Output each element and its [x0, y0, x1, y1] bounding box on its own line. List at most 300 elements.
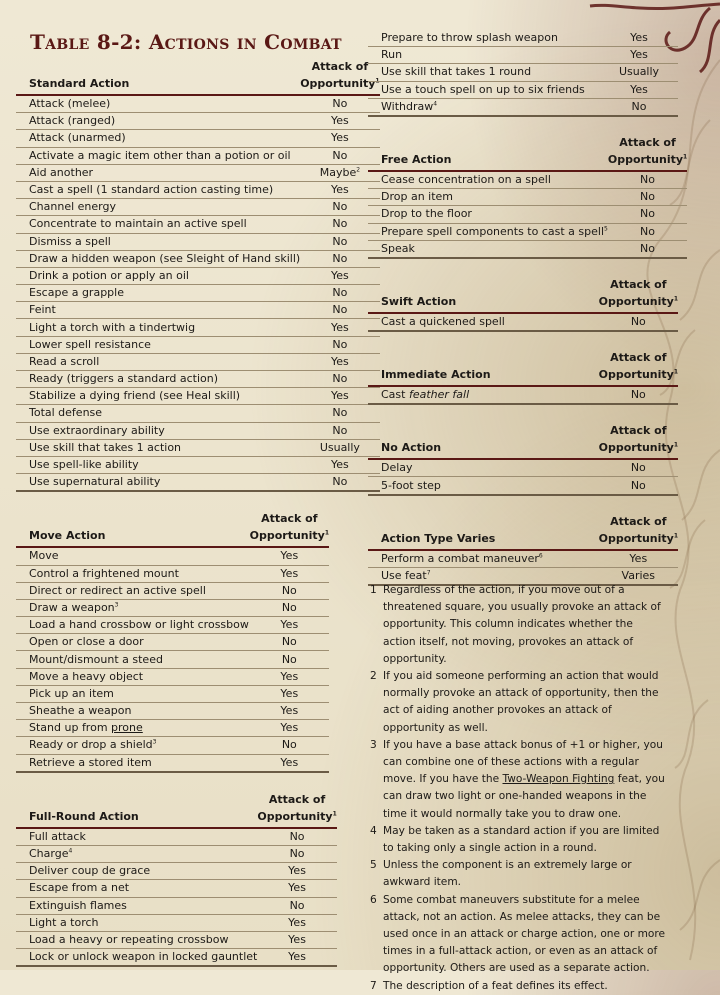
table-row [368, 459, 678, 477]
action-name [16, 250, 300, 267]
action-text: Draw a hidden weapon (see Sleight of Hand skill) [29, 251, 301, 265]
action-text: Retrieve a stored item [29, 755, 152, 769]
action-text: Aid another [29, 165, 94, 179]
immediate-action-table [368, 349, 678, 405]
action-name [368, 477, 599, 495]
free-action-table [368, 134, 687, 259]
value-text: No [332, 423, 348, 437]
table-row [368, 223, 687, 240]
table-row [16, 405, 380, 422]
footnote-marker: 1 [673, 531, 678, 539]
action-name [16, 181, 300, 198]
attack-of-opportunity-header [599, 513, 678, 550]
footnote [370, 737, 666, 823]
value-text: No [640, 224, 656, 238]
footnote-text: Regardless of the action, if you move out of a threatened square, you usually provoke an attack of opportunity. This column indicates whether the action itself, not moving, provokes an attack of opportunity. [383, 584, 661, 665]
value-text: Maybe [319, 165, 357, 179]
table-row [16, 216, 380, 233]
footnote-number: 7 [370, 979, 377, 992]
footnote-marker: 3 [152, 738, 157, 746]
attack-of-opportunity-header [608, 134, 687, 171]
value-text: No [332, 337, 348, 351]
action-text: Escape a grapple [29, 286, 124, 300]
action-text: Channel energy [29, 200, 116, 214]
spell-name: feather fall [408, 388, 470, 402]
section-heading: Free Action [368, 134, 608, 171]
right-column [368, 30, 688, 586]
attack-of-opportunity-value [599, 459, 678, 477]
table-row [16, 164, 380, 181]
action-name [368, 386, 599, 404]
footnote [370, 823, 666, 857]
table-row [16, 845, 337, 862]
action-name [16, 405, 300, 422]
value-text: Yes [331, 354, 349, 368]
feat-link[interactable]: Two-Weapon Fighting [502, 773, 615, 786]
table-row [16, 456, 380, 473]
action-text: Read a scroll [29, 354, 100, 368]
attack-of-opportunity-header [250, 510, 329, 547]
attack-of-opportunity-value [600, 64, 678, 81]
table-row [16, 181, 380, 198]
action-text: Attack (melee) [29, 97, 111, 111]
table-row [16, 914, 337, 931]
table-row [16, 336, 380, 353]
value-text: No [332, 372, 348, 386]
attack-of-opportunity-header [599, 276, 678, 313]
action-text: Attack (ranged) [29, 114, 116, 128]
action-text: Escape from a net [29, 881, 130, 895]
table-row [16, 720, 329, 737]
move-action-table [16, 510, 329, 772]
no-action-table [368, 422, 678, 495]
attack-of-opportunity-value [250, 685, 329, 702]
header-line-1: Attack of [268, 792, 326, 806]
table-row [368, 313, 678, 331]
header-line-1: Attack of [261, 512, 318, 526]
attack-of-opportunity-value [257, 914, 336, 931]
action-text: Delay [381, 461, 413, 475]
attack-of-opportunity-value [257, 949, 336, 967]
full-round-action-table [16, 791, 337, 968]
action-text: Light a torch [29, 915, 99, 929]
value-text: No [332, 148, 348, 162]
action-name [368, 64, 600, 81]
footnote-marker: 1 [673, 295, 678, 303]
table-row [16, 113, 380, 130]
action-text: Cast [381, 388, 409, 402]
footnote-marker: 1 [673, 441, 678, 449]
value-text: No [332, 97, 348, 111]
value-text: Yes [280, 755, 299, 769]
value-text: Yes [331, 131, 349, 145]
footnote-number: 5 [370, 859, 377, 872]
value-text: Yes [280, 566, 299, 580]
footnote [370, 857, 666, 891]
attack-of-opportunity-value [599, 386, 678, 404]
action-name [368, 189, 608, 206]
footnote-text: The description of a feat defines its effect. [383, 979, 608, 992]
attack-of-opportunity-value [250, 754, 329, 772]
action-name [16, 949, 257, 967]
value-text: Yes [288, 950, 306, 964]
value-text: No [281, 600, 297, 614]
footnote-text: May be taken as a standard action if you are limited to taking only a single action in a round. [383, 824, 660, 855]
value-text: Yes [630, 31, 648, 45]
header-line-2: Opportunity [598, 368, 674, 382]
value-text: Yes [288, 881, 306, 895]
action-name [16, 828, 257, 846]
action-name [16, 565, 250, 582]
action-text: Prepare to throw splash weapon [381, 31, 558, 45]
table-row [368, 206, 687, 223]
value-text: Yes [331, 183, 349, 197]
attack-of-opportunity-value [250, 617, 329, 634]
left-column [16, 58, 380, 967]
table-row [16, 949, 337, 967]
table-row [16, 147, 380, 164]
action-text: Drop to the floor [381, 207, 472, 221]
value-text: Yes [331, 114, 349, 128]
action-name [16, 845, 257, 862]
header-line-2: Opportunity [249, 529, 325, 543]
action-name [16, 685, 250, 702]
table-row [16, 617, 329, 634]
action-text: Pick up an item [29, 686, 114, 700]
header-line-1: Attack of [610, 277, 667, 291]
value-text: Yes [629, 551, 648, 565]
value-text: Yes [280, 704, 299, 718]
attack-of-opportunity-value [250, 582, 329, 599]
table-row [16, 302, 380, 319]
action-name [16, 880, 257, 897]
action-name [16, 336, 300, 353]
action-text: Load a hand crossbow or light crossbow [29, 618, 249, 632]
action-name [16, 267, 300, 284]
action-type-varies-table [368, 513, 678, 586]
action-name [16, 474, 300, 492]
action-text: Move a heavy object [29, 669, 144, 683]
action-name [16, 216, 300, 233]
value-text: No [332, 217, 348, 231]
table-row [368, 47, 678, 64]
action-text: Feint [29, 303, 56, 317]
value-text: No [332, 475, 348, 489]
action-name [368, 240, 608, 258]
attack-of-opportunity-value [608, 206, 687, 223]
table-row [16, 267, 380, 284]
table-row [368, 386, 678, 404]
attack-of-opportunity-value [608, 189, 687, 206]
action-name [16, 422, 300, 439]
action-name [16, 617, 250, 634]
value-text: No [281, 738, 297, 752]
action-name [16, 164, 300, 181]
action-text: Use extraordinary ability [29, 423, 165, 437]
footnote-text: Unless the component is an extremely large or awkward item. [383, 859, 632, 889]
attack-of-opportunity-value [608, 240, 687, 258]
standard-action-table [16, 58, 380, 492]
footnote-marker: 1 [683, 153, 688, 161]
value-text: No [631, 99, 647, 113]
footnote [370, 668, 666, 737]
section-heading: Full-Round Action [16, 791, 257, 828]
table-row [16, 199, 380, 216]
header-line-1: Attack of [610, 514, 667, 528]
value-text: No [630, 478, 646, 492]
section-heading: Action Type Varies [368, 513, 599, 550]
attack-of-opportunity-header [599, 349, 678, 386]
table-row [16, 582, 329, 599]
table-row [368, 477, 678, 495]
attack-of-opportunity-value [599, 550, 678, 568]
header-line-2: Opportunity [607, 152, 684, 166]
table-row [16, 285, 380, 302]
footnote-marker: 1 [324, 529, 329, 537]
value-text: Yes [630, 48, 648, 62]
table-row [16, 319, 380, 336]
action-name [16, 233, 300, 250]
value-text: Yes [288, 864, 306, 878]
attack-of-opportunity-value [250, 651, 329, 668]
table-row [16, 95, 380, 113]
value-text: Yes [288, 915, 306, 929]
value-text: Yes [331, 268, 349, 282]
action-name [16, 863, 257, 880]
value-text: Yes [630, 82, 648, 96]
action-text: 5-foot step [381, 478, 441, 492]
header-line-1: Attack of [610, 351, 667, 365]
attack-of-opportunity-value [608, 171, 687, 189]
table-row [368, 98, 678, 116]
table-row [16, 250, 380, 267]
action-text: Use skill that takes 1 action [29, 440, 182, 454]
table-row [16, 754, 329, 772]
action-name [368, 30, 600, 47]
action-text: Use supernatural ability [29, 475, 161, 489]
action-text: Mount/dismount a steed [29, 652, 163, 666]
action-text: Ready (triggers a standard action) [29, 372, 218, 386]
table-row [16, 422, 380, 439]
value-text: Yes [280, 669, 299, 683]
action-name [16, 113, 300, 130]
value-text: Usually [319, 440, 360, 454]
table-row [16, 439, 380, 456]
table-row [16, 130, 380, 147]
value-text: No [332, 200, 348, 214]
action-name [368, 47, 600, 64]
action-text: Stand up from [29, 721, 112, 735]
action-name [16, 634, 250, 651]
table-row [16, 897, 337, 914]
attack-of-opportunity-value [599, 313, 678, 331]
value-text: Yes [280, 721, 299, 735]
action-text: Total defense [29, 406, 103, 420]
action-name [16, 199, 300, 216]
value-text: Yes [280, 618, 299, 632]
attack-of-opportunity-value [257, 845, 336, 862]
value-text: No [630, 314, 646, 328]
action-name [368, 223, 608, 240]
value-text: No [332, 234, 348, 248]
action-name [16, 95, 300, 113]
attack-of-opportunity-value [608, 223, 687, 240]
value-text: No [640, 190, 656, 204]
table-row [16, 863, 337, 880]
action-text: Dismiss a spell [29, 234, 111, 248]
action-text: Cast a quickened spell [381, 314, 505, 328]
header-line-2: Opportunity [300, 77, 376, 90]
table-row [16, 737, 329, 754]
action-text: Run [381, 48, 403, 62]
footnote-text: If you have a base attack bonus of +1 or higher, you can combine one of these actions with a regular move. If you have the [383, 738, 663, 786]
action-name [16, 388, 300, 405]
table-row [16, 880, 337, 897]
footnote [370, 978, 666, 995]
section-heading: Standard Action [16, 58, 300, 95]
value-text: No [630, 461, 646, 475]
action-name [368, 81, 600, 98]
attack-of-opportunity-value [599, 477, 678, 495]
footnote-marker: 4 [68, 847, 73, 855]
swift-action-table [368, 276, 678, 332]
header-line-2: Opportunity [257, 809, 333, 823]
header-line-2: Opportunity [598, 294, 674, 308]
attack-of-opportunity-value [250, 720, 329, 737]
action-name [16, 147, 300, 164]
header-line-1: Attack of [610, 424, 667, 438]
table-row [16, 547, 329, 565]
table-row [16, 353, 380, 370]
table-row [368, 81, 678, 98]
action-name [368, 206, 608, 223]
action-name [368, 171, 608, 189]
value-text: No [281, 583, 297, 597]
footnote-marker: 1 [375, 77, 380, 85]
action-name [16, 720, 250, 737]
footnote [370, 892, 666, 978]
footnote-marker: 7 [426, 569, 431, 577]
action-text: Activate a magic item other than a potion or oil [29, 148, 291, 162]
action-name [16, 130, 300, 147]
attack-of-opportunity-value [257, 931, 336, 948]
action-text: Use feat [381, 568, 427, 582]
action-text: Ready or drop a shield [29, 738, 153, 752]
action-name [16, 914, 257, 931]
action-text: Concentrate to maintain an active spell [29, 217, 247, 231]
value-text: No [640, 241, 656, 255]
header-line-2: Opportunity [598, 441, 674, 455]
section-heading: Swift Action [368, 276, 599, 313]
attack-of-opportunity-value [600, 30, 678, 47]
action-text: Control a frightened mount [29, 566, 179, 580]
footnote-marker: 2 [356, 166, 361, 174]
footnote-marker: 1 [332, 810, 337, 818]
action-text: Speak [381, 241, 415, 255]
footnote-number: 1 [370, 584, 377, 596]
table-row [16, 474, 380, 492]
action-name [16, 582, 250, 599]
action-text: Light a torch with a tindertwig [29, 320, 196, 334]
action-text: Move [29, 549, 59, 563]
action-text: Deliver coup de grace [29, 864, 151, 878]
header-line-1: Attack of [311, 60, 369, 73]
footnote-number: 3 [370, 738, 377, 751]
action-text: Drink a potion or apply an oil [29, 268, 189, 282]
value-text: Usually [618, 65, 660, 79]
attack-of-opportunity-value [600, 81, 678, 98]
action-text: Full attack [29, 829, 86, 843]
action-name [16, 599, 250, 616]
action-name [16, 302, 300, 319]
action-name [16, 456, 300, 473]
attack-of-opportunity-header [257, 791, 336, 828]
action-text: Extinguish flames [29, 898, 127, 912]
action-text: Charge [29, 847, 69, 861]
table-row [16, 599, 329, 616]
table-row [16, 668, 329, 685]
header-line-2: Opportunity [598, 531, 674, 545]
action-name [368, 459, 599, 477]
action-text: Drop an item [381, 190, 454, 204]
value-text: No [640, 207, 656, 221]
value-text: No [332, 406, 348, 420]
action-name [16, 319, 300, 336]
action-text: Load a heavy or repeating crossbow [29, 932, 229, 946]
action-name [368, 313, 599, 331]
table-row [16, 371, 380, 388]
value-text: Yes [331, 320, 349, 334]
attack-of-opportunity-header [599, 422, 678, 459]
value-text: No [289, 829, 305, 843]
value-text: No [289, 847, 305, 861]
action-name [16, 737, 250, 754]
action-name [16, 547, 250, 565]
action-text: Attack (unarmed) [29, 131, 126, 145]
table-row [16, 565, 329, 582]
table-row [16, 931, 337, 948]
table-row [368, 64, 678, 81]
table-row [368, 171, 687, 189]
action-text: Stabilize a dying friend (see Heal skill) [29, 389, 241, 403]
action-name [16, 353, 300, 370]
action-text: Cease concentration on a spell [381, 173, 551, 187]
attack-of-opportunity-value [250, 599, 329, 616]
footnote-marker: 3 [114, 601, 119, 609]
footnote-marker: 4 [433, 100, 438, 108]
table-row [16, 703, 329, 720]
action-name [16, 439, 300, 456]
footnote-number: 4 [370, 824, 377, 837]
action-name [16, 931, 257, 948]
value-text: No [281, 635, 297, 649]
value-text: No [630, 388, 646, 402]
attack-of-opportunity-value [257, 863, 336, 880]
rule-link[interactable]: prone [111, 721, 143, 735]
action-text: Draw a weapon [29, 600, 115, 614]
action-text: Open or close a door [29, 635, 144, 649]
full-round-action-table-continued [368, 30, 678, 117]
attack-of-opportunity-value [250, 547, 329, 565]
value-text: No [332, 251, 348, 265]
action-text: Use a touch spell on up to six friends [381, 82, 585, 96]
table-row [368, 550, 678, 568]
action-text: Lock or unlock weapon in locked gauntlet [29, 950, 258, 964]
table-row [16, 634, 329, 651]
footnote-marker: 6 [538, 552, 543, 560]
value-text: No [640, 173, 656, 187]
footnote-marker: 1 [673, 368, 678, 376]
